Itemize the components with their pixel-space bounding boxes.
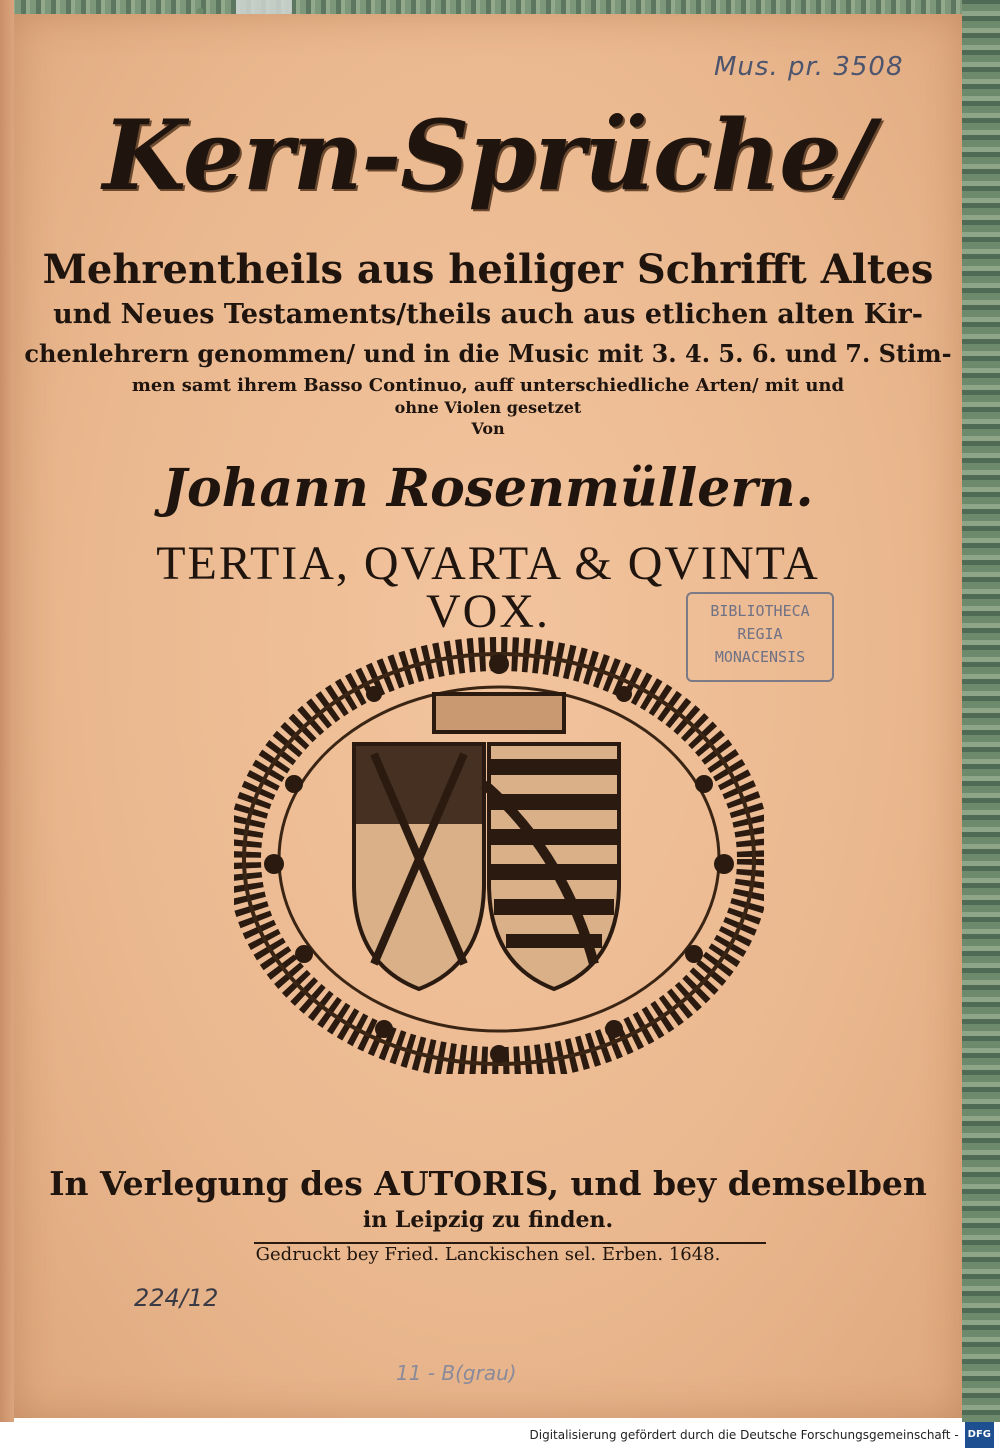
subtitle-line-4: men samt ihrem Basso Continuo, auff unterschiedliche Arten/ mit und [131,375,845,396]
footer-text: Digitalisierung gefördert durch die Deutsche Forschungsgemeinschaft - [529,1427,959,1442]
handwritten-note: 11 - B(grau) [396,1361,517,1385]
cover-edge-left [0,0,14,1422]
voice-parts-vox: VOX. [426,585,550,638]
stamp-line-3: MONACENSIS [714,648,806,666]
shelfmark-handwritten: Mus. pr. 3508 [714,52,904,82]
page-title: Kern-Sprüche/ [102,99,874,212]
imprint-line-2: in Leipzig zu finden. [362,1207,614,1233]
author-name: Johann Rosenmüllern. [162,458,814,519]
coat-of-arms-woodcut [234,634,764,1074]
handwritten-number: 224/12 [134,1284,219,1312]
subtitle-line-5: ohne Violen gesetzet [394,398,582,417]
stamp-line-2: REGIA [737,625,783,643]
dfg-logo: DFG [965,1422,994,1448]
stamp-line-1: BIBLIOTHECA [710,602,810,620]
title-page [14,14,962,1418]
voice-parts-line: TERTIA, QVARTA & QVINTA [156,537,820,590]
subtitle-line-3: chenlehrern genommen/ und in die Music mit 3. 4. 5. 6. und 7. Stim- [24,339,952,368]
imprint-line-1: In Verlegung des AUTORIS, und bey demselben [49,1164,927,1203]
printer-line: Gedruckt bey Fried. Lanckischen sel. Erben. 1648. [255,1244,721,1265]
subtitle-line-1: Mehrentheils aus heiliger Schrifft Altes [42,246,934,293]
marbled-cover-right [962,0,1000,1422]
subtitle-line-2: und Neues Testaments/theils auch aus etlichen alten Kir- [53,299,923,330]
digitization-footer [0,1422,1000,1446]
subtitle-line-von: Von [471,419,505,438]
